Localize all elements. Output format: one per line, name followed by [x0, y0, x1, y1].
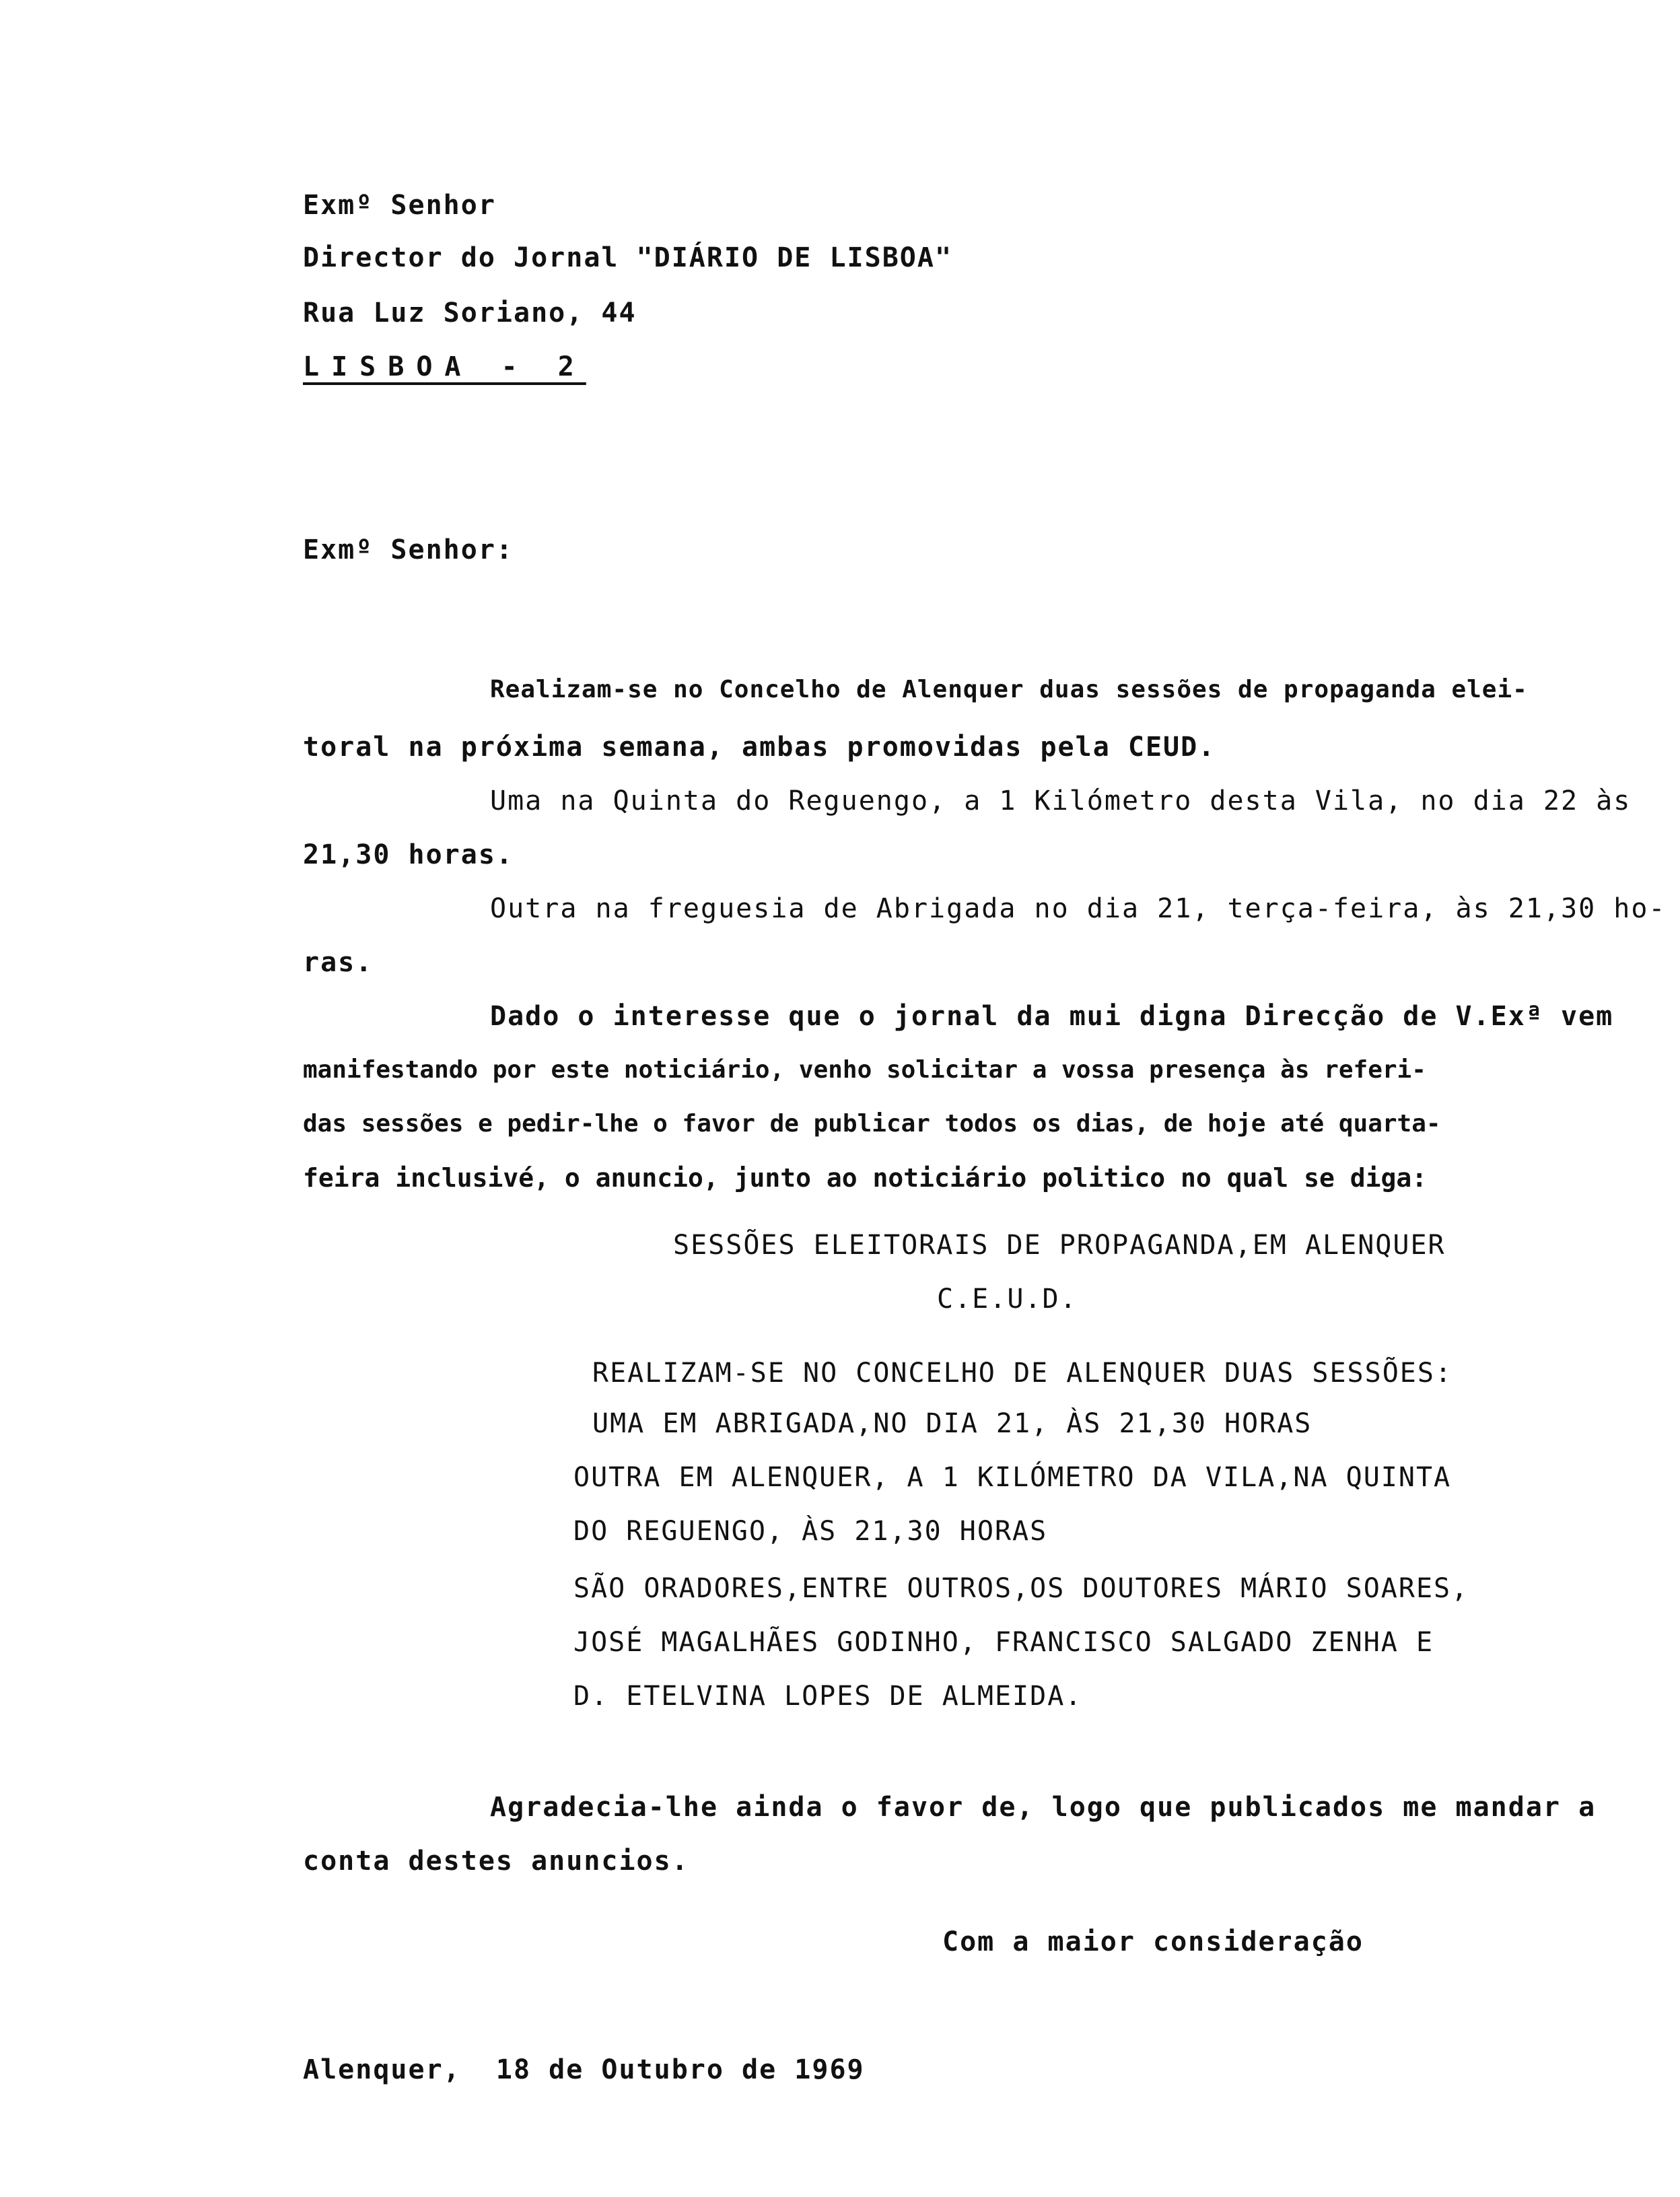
- body-p1-line1: Realizam-se no Concelho de Alenquer duas sessões de propaganda elei-: [490, 676, 1528, 703]
- body-p3-line1: Outra na freguesia de Abrigada no dia 21, terça-feira, às 21,30 ho-: [490, 893, 1667, 924]
- recipient-name: Director do Jornal "DIÁRIO DE LISBOA": [303, 242, 953, 273]
- closing-line2: conta destes anuncios.: [303, 1846, 689, 1877]
- announcement-line: D. ETELVINA LOPES DE ALMEIDA.: [573, 1681, 1083, 1712]
- body-p4-line4: feira inclusivé, o anuncio, junto ao noticiário politico no qual se diga:: [303, 1163, 1428, 1193]
- recipient-street: Rua Luz Soriano, 44: [303, 298, 637, 328]
- body-p2-line2: 21,30 horas.: [303, 839, 514, 870]
- body-p4-line3: das sessões e pedir-lhe o favor de publicar todos os dias, de hoje até quarta-: [303, 1110, 1441, 1138]
- greeting: Exmº Senhor:: [303, 534, 514, 565]
- body-p1-line2: toral na próxima semana, ambas promovidas pela CEUD.: [303, 732, 1216, 763]
- recipient-title: Exmº Senhor: [303, 190, 496, 221]
- announcement-line: UMA EM ABRIGADA,NO DIA 21, ÀS 21,30 HORAS: [592, 1408, 1312, 1439]
- announcement-org: C.E.U.D.: [937, 1284, 1078, 1315]
- place-date: Alenquer, 18 de Outubro de 1969: [303, 2054, 865, 2085]
- body-p2-line1: Uma na Quinta do Reguengo, a 1 Kilómetro desta Vila, no dia 22 às: [490, 786, 1632, 816]
- closing-line1: Agradecia-lhe ainda o favor de, logo que publicados me mandar a: [490, 1792, 1597, 1823]
- announcement-title: SESSÕES ELEITORAIS DE PROPAGANDA,EM ALENQUER: [673, 1230, 1446, 1261]
- announcement-line: OUTRA EM ALENQUER, A 1 KILÓMETRO DA VILA,NA QUINTA: [573, 1462, 1452, 1493]
- announcement-line: SÃO ORADORES,ENTRE OUTROS,OS DOUTORES MÁRIO SOARES,: [573, 1573, 1469, 1604]
- announcement-line: DO REGUENGO, ÀS 21,30 HORAS: [573, 1516, 1048, 1547]
- body-p4-line1: Dado o interesse que o jornal da mui digna Direcção de V.Exª vem: [490, 1001, 1614, 1032]
- body-p4-line2: manifestando por este noticiário, venho solicitar a vossa presença às referi-: [303, 1056, 1426, 1084]
- recipient-city: LISBOA - 2: [303, 351, 586, 382]
- announcement-line: REALIZAM-SE NO CONCELHO DE ALENQUER DUAS SESSÕES:: [592, 1358, 1453, 1389]
- body-p3-line2: ras.: [303, 947, 374, 978]
- announcement-line: JOSÉ MAGALHÃES GODINHO, FRANCISCO SALGADO ZENHA E: [573, 1627, 1434, 1658]
- closing-regards: Com a maior consideração: [942, 1926, 1364, 1957]
